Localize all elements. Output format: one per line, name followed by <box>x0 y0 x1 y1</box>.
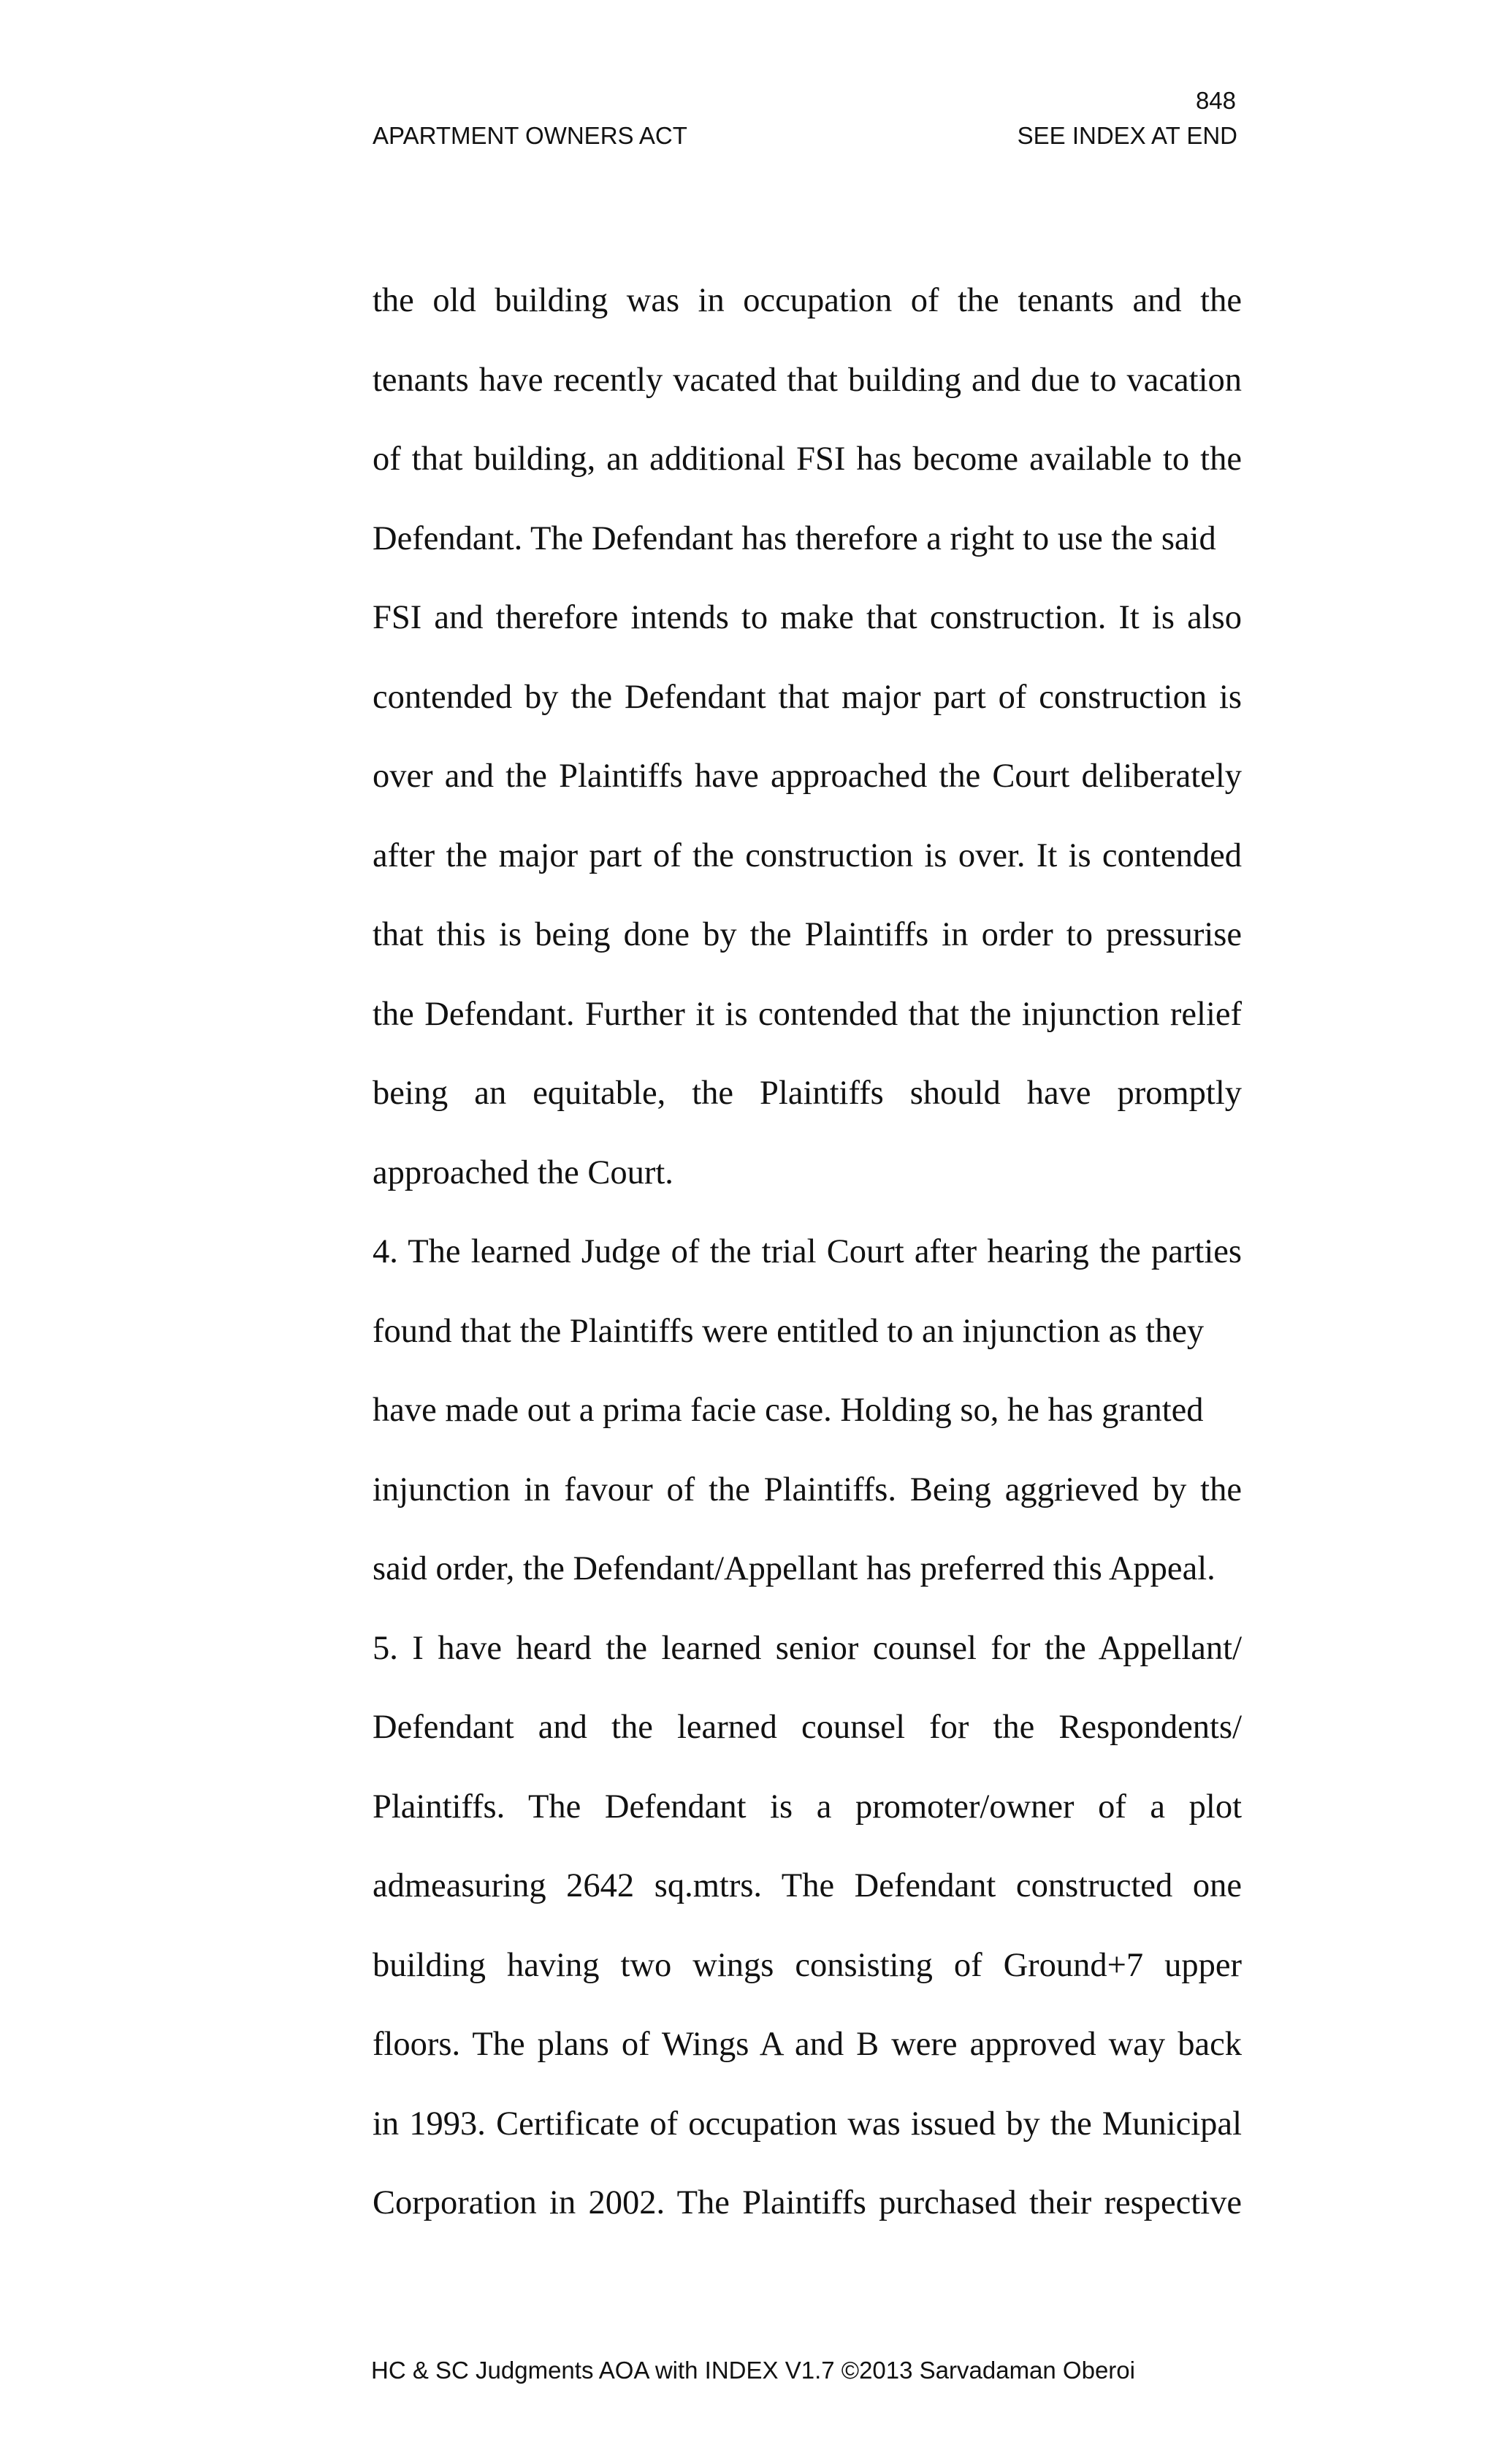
body-line-9: that this is being done by the Plaintiffs in order to pressurise <box>373 916 1242 953</box>
body-line-10: the Defendant. Further it is contended that the injunction relief <box>373 995 1242 1033</box>
body-line-21: admeasuring 2642 sq.mtrs. The Defendant constructed one <box>373 1867 1242 1904</box>
running-footer: HC & SC Judgments AOA with INDEX V1.7 ©2013 Sarvadaman Oberoi <box>371 2357 1135 2384</box>
body-line-15: have made out a prima facie case. Holding so, he has granted <box>373 1392 1204 1429</box>
body-line-16: injunction in favour of the Plaintiffs. Being aggrieved by the <box>373 1471 1242 1508</box>
body-line-5: FSI and therefore intends to make that construction. It is also <box>373 599 1242 636</box>
body-line-18: 5. I have heard the learned senior counsel for the Appellant/ <box>373 1629 1242 1667</box>
body-line-19: Defendant and the learned counsel for the Respondents/ <box>373 1709 1242 1746</box>
body-line-3: of that building, an additional FSI has become available to the <box>373 440 1242 478</box>
body-line-25: Corporation in 2002. The Plaintiffs purchased their respective <box>373 2184 1242 2221</box>
body-line-20: Plaintiffs. The Defendant is a promoter/owner of a plot <box>373 1788 1242 1826</box>
body-line-24: in 1993. Certificate of occupation was issued by the Municipal <box>373 2105 1242 2143</box>
body-line-23: floors. The plans of Wings A and B were approved way back <box>373 2026 1242 2063</box>
body-line-6: contended by the Defendant that major part of construction is <box>373 678 1242 716</box>
body-line-17: said order, the Defendant/Appellant has preferred this Appeal. <box>373 1550 1216 1587</box>
body-line-12: approached the Court. <box>373 1153 673 1191</box>
body-line-7: over and the Plaintiffs have approached the Court deliberately <box>373 758 1242 795</box>
page-number: 848 <box>1195 87 1236 114</box>
body-line-2: tenants have recently vacated that building and due to vacation <box>373 361 1242 399</box>
body-line-1: the old building was in occupation of the tenants and the <box>373 282 1242 319</box>
header-title: APARTMENT OWNERS ACT <box>373 122 687 149</box>
body-line-22: building having two wings consisting of Ground+7 upper <box>373 1946 1242 1984</box>
body-line-8: after the major part of the construction is over. It is contended <box>373 836 1242 874</box>
header-index-note: SEE INDEX AT END <box>1017 122 1237 149</box>
body-line-4: Defendant. The Defendant has therefore a right to use the said <box>373 519 1216 557</box>
body-line-11: being an equitable, the Plaintiffs should have promptly <box>373 1075 1242 1112</box>
body-line-14: found that the Plaintiffs were entitled to an injunction as they <box>373 1312 1205 1350</box>
running-header <box>373 121 1237 150</box>
judgment-body-text <box>373 262 1242 2243</box>
body-line-13: 4. The learned Judge of the trial Court after hearing the parties <box>373 1233 1242 1270</box>
